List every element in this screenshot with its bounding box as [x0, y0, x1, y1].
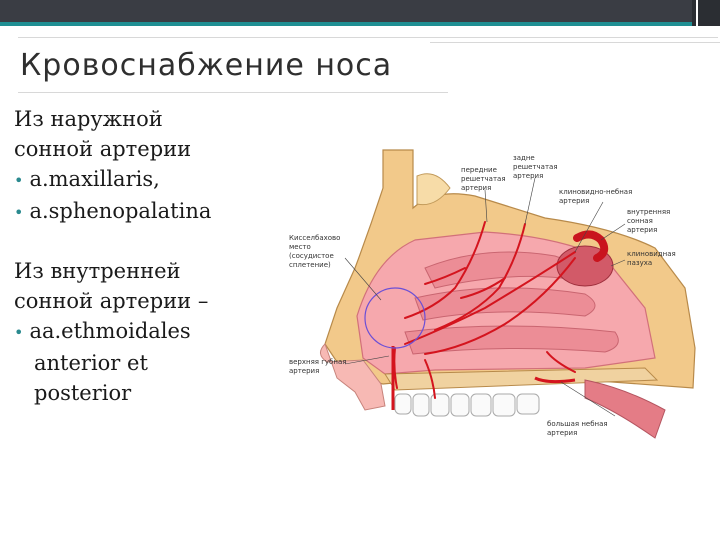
divider-line [430, 42, 720, 43]
bullet-item: • aa.ethmoidales [14, 316, 264, 348]
bullet-continuation: posterior [34, 381, 132, 405]
sphenoid-sinus-label: клиновидная пазуха [627, 250, 676, 267]
soft-palate-shape [585, 380, 665, 438]
top-corner-block [692, 0, 720, 26]
nasal-blood-supply-illustration [285, 148, 713, 478]
greater-palatine-label: большая небная артерия [547, 420, 608, 437]
kiesselbach-label: Кисселбахово место (сосудистое сплетение) [289, 234, 341, 269]
text-line: сонной артерии [14, 137, 192, 161]
text-line: Из внутренней [14, 259, 181, 283]
upper-teeth [395, 394, 539, 416]
internal-carotid-label: внутренняя сонная артерия [627, 208, 671, 234]
sphenopalatine-label: клиновидно-небная артерия [559, 188, 633, 205]
top-bar [0, 0, 720, 22]
slide-body [14, 104, 264, 408]
bullet-continuation: anterior et [34, 351, 148, 375]
posterior-ethmoid-label: задне решетчатая артерия [513, 154, 558, 180]
top-accent-line [0, 22, 720, 26]
anterior-ethmoid-label: передние решетчатая артерия [461, 166, 506, 192]
text-line: сонной артерии – [14, 289, 209, 313]
bullet-item: • a.sphenopalatina [14, 196, 264, 228]
divider-line [18, 37, 718, 38]
slide-title: Кровоснабжение носа [20, 48, 393, 83]
upper-lip-artery-label: верхняя губная артерия [289, 358, 347, 375]
title-underline [18, 92, 448, 93]
bullet-item: • a.maxillaris, [14, 164, 264, 196]
text-line: Из наружной [14, 107, 163, 131]
